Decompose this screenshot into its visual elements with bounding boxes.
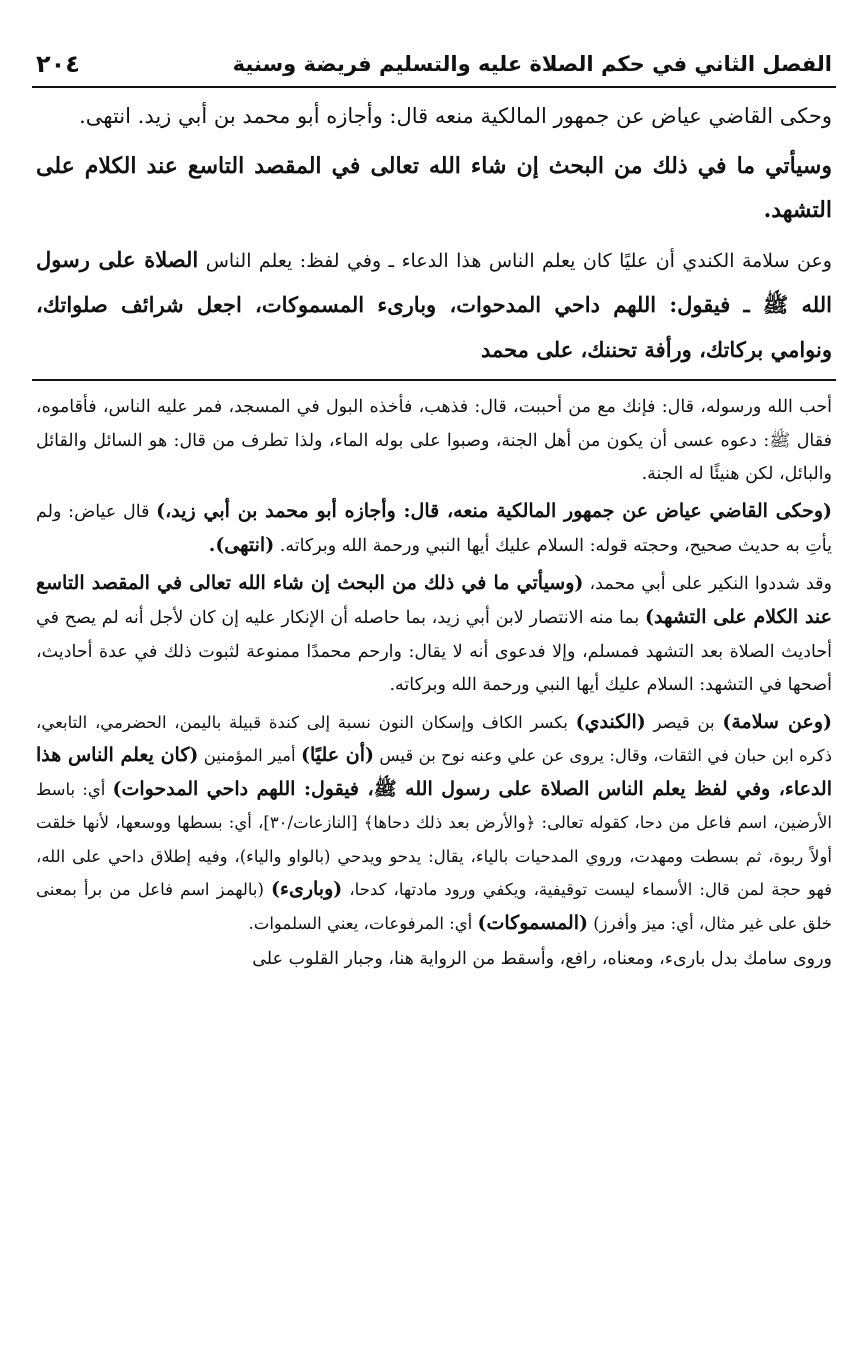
main-paragraph-text-bold: الصلاة على رسول الله ﷺ ـ فيقول: اللهم داحي المدحوات، وبارىء المسموكات، اجعل شرائف صلواتك، ونوامي بركاتك، ورأفة تحننك، على محمد [36,247,832,362]
running-title: الفصل الثاني في حكم الصلاة عليه والتسليم فريضة وسنية [232,52,832,76]
quoted-text: (المسموكات) [477,911,588,934]
commentary [32,391,836,977]
commentary-text: بما منه الانتصار لابن أبي زيد، بما حاصله أن الإنكار عليه إن كان لأجل أنه لم يصح في أحاديث الصلاة بعد التشهد فمسلم، وإلا فدعوى أنه لا يقال: وارحم محمدًا ممنوعة لثبوت ذلك في عدة أحاديث، أصحها في التشهد: السلام عليك أيها النبي ورحمة الله وبركاته. [36,608,832,695]
commentary-paragraph [36,567,832,703]
section-divider [32,379,836,381]
commentary-paragraph [36,706,832,941]
commentary-paragraph: أحب الله ورسوله، قال: فإنك مع من أحببت، قال: فذهب، فأخذه البول في المسجد، فمر عليه الناس، فأقاموه، فقال ﷺ: دعوه عسى أن يكون من أهل الجنة، وصبوا على بوله الماء، ولذا تطرف من قال: هو السائل والقائل والبائل، لكن هنيئًا له الجنة. [36,397,832,484]
main-paragraph: وحكى القاضي عياض عن جمهور المالكية منعه قال: وأجازه أبو محمد بن أبي زيد. انتهى. [79,104,832,128]
commentary-text: (بالهمز اسم فاعل من برأ بمعنى خلق على غير مثال، أي: ميز وأفرز) [36,880,832,933]
commentary-paragraph: وروى سامك بدل بارىء، ومعناه، رافع، وأسقط من الرواية هنا، وجبار القلوب على [252,949,832,969]
commentary-text: أي: المرفوعات، يعني السلموات. [248,913,478,933]
commentary-text: بن قيصر [645,712,723,732]
main-paragraph: وسيأتي ما في ذلك من البحث إن شاء الله تعالى في المقصد التاسع عند الكلام على التشهد. [36,153,832,223]
quoted-text: (وسيأتي ما في ذلك من البحث إن شاء الله تعالى في المقصد التاسع عند الكلام على التشهد) [36,571,832,628]
commentary-text: وقد شددوا النكير على أبي محمد، [583,573,832,594]
quoted-text: (كان يعلم الناس هذا الدعاء، وفي لفظ يعلم الناس الصلاة على رسول الله ﷺ، فيقول: اللهم داحي المدحوات) [36,744,832,800]
quoted-text: (وبارىء) [271,878,343,900]
main-text [32,88,836,373]
commentary-text: أمير المؤمنين [198,746,301,765]
page-header [32,48,836,88]
quoted-text: (الكندي) [575,710,646,733]
commentary-paragraph [36,495,832,564]
quoted-text: (أن عليًا) [300,744,375,766]
main-paragraph-text: وعن سلامة الكندي أن عليًا كان يعلم الناس هذا الدعاء ـ وفي لفظ: يعلم الناس [205,250,832,272]
quoted-text: (وحكى القاضي عياض عن جمهور المالكية منعه، قال: وأجازه أبو محمد بن أبي زيد،) [156,499,832,522]
commentary-text: بكسر الكاف وإسكان النون نسبة إلى كندة قبيلة باليمن، الحضرمي، التابعي، ذكره ابن حبان في الثقات، وقال: يروى عن علي وعنه نوح بن قيس [36,712,832,765]
quoted-text: (وعن سلامة) [722,710,832,733]
commentary-text: قال عياض: ولم يأتِ به حديث صحيح، وحجته قوله: السلام عليك أيها النبي ورحمة الله وبركاته. [36,501,832,556]
quoted-text: (انتهى). [208,534,275,556]
main-paragraph [36,238,832,373]
commentary-text: أي: باسط الأرضين، اسم فاعل من دحا، كقوله تعالى: ﴿والأرض بعد ذلك دحاها﴾ [النازعات/٣٠]، أي: بسطها ووسعها، لأنها خلقت أولاً ربوة، ثم بسطت ومهدت، وروي المدحيات بالياء، يقال: يدحو ويدحي (بالواو والياء)، وفيه إطلاق داحي على الله، فهو حجة لمن قال: الأسماء ليست توقيفية، ويكفي ورود مادتها، كدحا، [36,779,833,899]
page-number: ٢٠٤ [36,50,80,78]
